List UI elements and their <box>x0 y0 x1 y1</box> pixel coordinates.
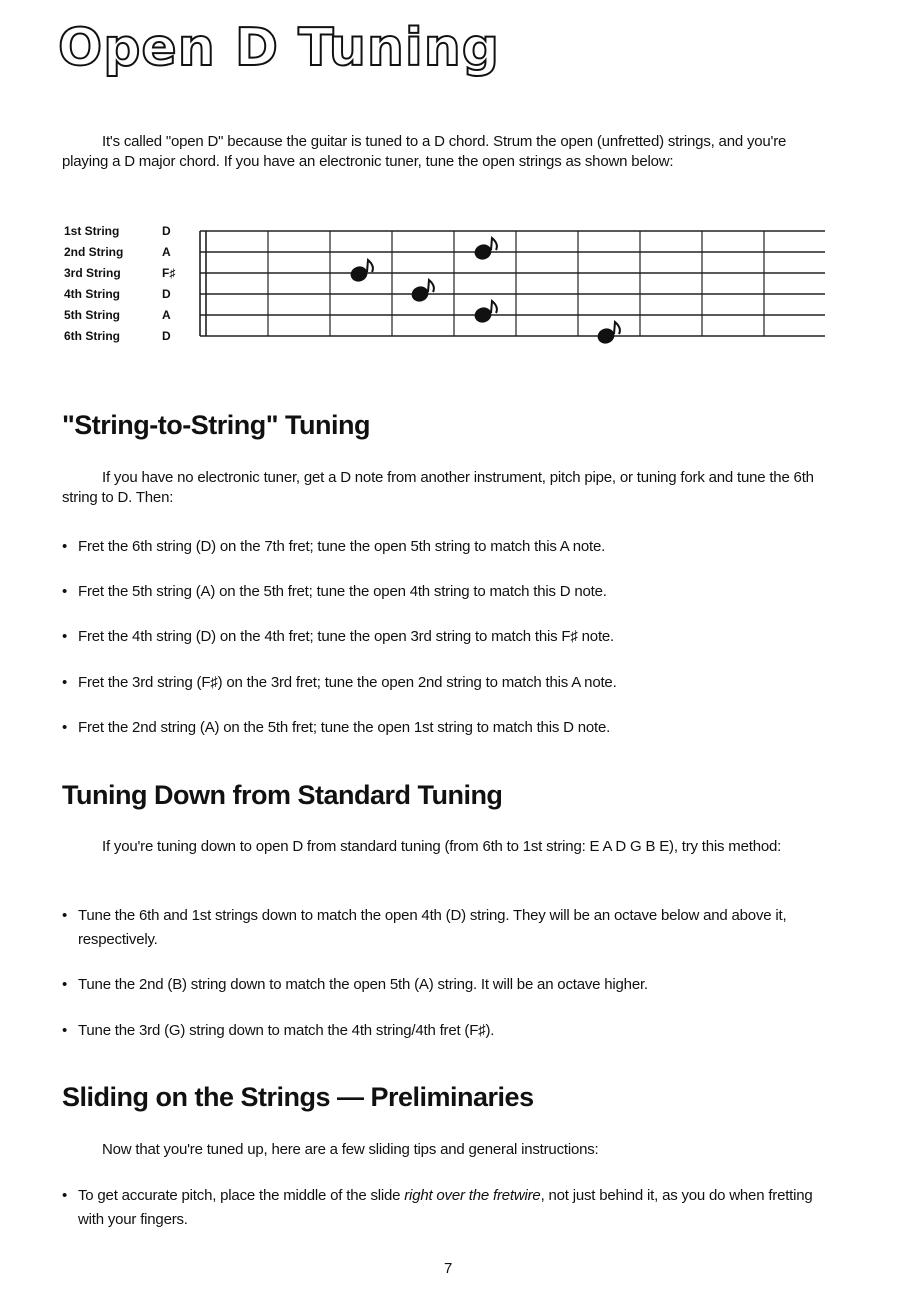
string-note: A <box>162 308 171 322</box>
page-number: 7 <box>444 1260 453 1277</box>
note-marker <box>595 322 619 346</box>
section-heading-sliding: Sliding on the Strings — Preliminaries <box>62 1082 534 1112</box>
note-marker <box>348 260 372 284</box>
section-heading-string-to-string: "String-to-String" Tuning <box>62 410 371 440</box>
string-note: A <box>162 245 171 259</box>
page-title: Open D Tuning <box>58 18 500 78</box>
string-label: 6th String <box>64 329 120 343</box>
section-heading-tuning-down: Tuning Down from Standard Tuning <box>62 780 503 810</box>
note-marker <box>472 238 496 262</box>
intro-paragraph: It's called "open D" because the guitar is tuned to a D chord. Strum the open (unfretted) strings, and you're playing a D major chord. If you have an electronic tuner, tune the open strings as shown below: <box>62 133 787 170</box>
string-label: 1st String <box>64 224 120 238</box>
string-note: F♯ <box>162 266 176 280</box>
string-note: D <box>162 224 171 238</box>
list-item: • Fret the 2nd string (A) on the 5th fret; tune the open 1st string to match this D note. <box>62 716 832 740</box>
section2-intro: If you're tuning down to open D from standard tuning (from 6th to 1st string: E A D G B E), try this method: <box>102 838 782 855</box>
list-item: • Tune the 6th and 1st strings down to match the open 4th (D) string. They will be an octave below and above it, respectively. <box>62 904 832 952</box>
section1-intro: If you have no electronic tuner, get a D note from another instrument, pitch pipe, or tuning fork and tune the 6th string to D. Then: <box>62 469 814 506</box>
list-item <box>62 1184 832 1232</box>
string-label: 5th String <box>64 308 120 322</box>
list-item: • Fret the 6th string (D) on the 7th fret; tune the open 5th string to match this A note. <box>62 535 832 559</box>
string-label: 4th String <box>64 287 120 301</box>
list-item: • Tune the 2nd (B) string down to match the open 5th (A) string. It will be an octave higher. <box>62 973 832 997</box>
bullet-italic-text: right over the fretwire <box>404 1187 541 1204</box>
list-item: • Fret the 5th string (A) on the 5th fret; tune the open 4th string to match this D note. <box>62 580 832 604</box>
list-item: • Tune the 3rd (G) string down to match the 4th string/4th fret (F♯). <box>62 1019 832 1043</box>
note-marker <box>409 280 433 304</box>
string-note: D <box>162 287 171 301</box>
list-item: • Fret the 4th string (D) on the 4th fret; tune the open 3rd string to match this F♯ note. <box>62 625 832 649</box>
string-label: 3rd String <box>64 266 121 280</box>
note-marker <box>472 301 496 325</box>
fretboard-diagram <box>0 0 900 360</box>
string-note: D <box>162 329 171 343</box>
bullet-text: , not just behind it, as you do when fretting with your fingers. <box>78 1187 813 1228</box>
section3-intro: Now that you're tuned up, here are a few sliding tips and general instructions: <box>102 1141 599 1158</box>
list-item: • Fret the 3rd string (F♯) on the 3rd fret; tune the open 2nd string to match this A note. <box>62 671 832 695</box>
string-label: 2nd String <box>64 245 124 259</box>
bullet-text: To get accurate pitch, place the middle of the slide <box>78 1187 405 1204</box>
